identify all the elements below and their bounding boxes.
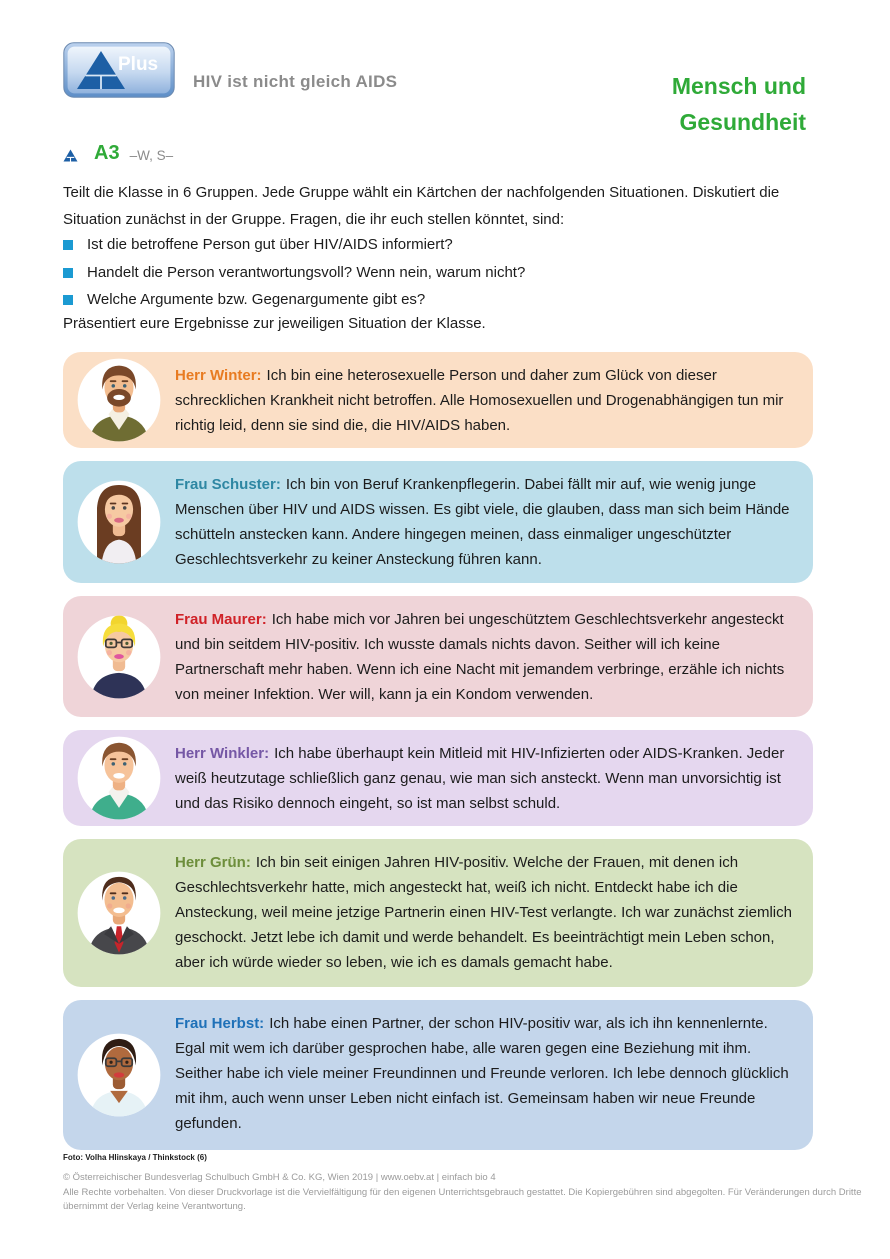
situation-card-frau-maurer: [63, 596, 813, 717]
speaker-statement: Ich bin von Beruf Krankenpflegerin. Dabei fällt mir auf, wie wenig junge Menschen über HIV und AIDS wissen. Es gibt viele, die glauben, dass man sich beim Hände schütteln anstecken kann. Andere hingegen meinen, dass einmaliger ungeschützter Geschlechtsverkehr zu keiner Ansteckung führen kann.: [175, 476, 790, 568]
speaker-name: Frau Herbst:: [175, 1015, 265, 1032]
speaker-name: Herr Winkler:: [175, 745, 270, 762]
situation-card-herr-winkler: [63, 730, 813, 826]
task-competence-tags: –W, S–: [129, 147, 174, 163]
speaker-name: Frau Schuster:: [175, 476, 281, 493]
task-header: [63, 142, 173, 165]
task-label: A3: [94, 142, 120, 164]
speaker-statement: Ich habe überhaupt kein Mitleid mit HIV-Infizierten oder AIDS-Kranken. Jeder weiß heutzutage schließlich ganz genau, wie man sich ansteckt. Wenn man unvorsichtig ist und das Risiko dennoch eingeht, so ist man selbst schuld.: [175, 745, 785, 812]
question-item: [63, 261, 803, 289]
chapter-title: [486, 68, 806, 140]
copyright-line2: Alle Rechte vorbehalten. Von dieser Druckvorlage ist die Vervielfältigung für den eigenen Unterrichtsgebrauch gestattet. Die Kopiergebühren sind abgegolten. Für Veränderungen durch Dritte übernimmt der Verlag keine Verantwortung.: [63, 1186, 862, 1212]
question-item: [63, 288, 803, 316]
situation-cards: [63, 352, 813, 1150]
speaker-statement: Ich habe mich vor Jahren bei ungeschütztem Geschlechtsverkehr angesteckt und bin seitdem HIV-positiv. Ich wusste damals nichts davon. Seither will ich keine Partnerschaft mehr haben. Wenn ich eine Nacht mit jemandem verbringe, erzähle ich nichts von meiner Infektion. Wer will, kann ja ein Kondom verwenden.: [175, 611, 785, 703]
question-text: Ist die betroffene Person gut über HIV/AIDS informiert?: [87, 236, 453, 253]
question-item: [63, 233, 803, 261]
speaker-name: Herr Winter:: [175, 367, 262, 384]
photo-credit: Foto: Volha Hlinskaya / Thinkstock (6): [63, 1153, 207, 1162]
question-list: [63, 233, 803, 316]
situation-card-frau-herbst: [63, 1000, 813, 1150]
speaker-statement: Ich bin eine heterosexuelle Person und daher zum Glück von dieser schrecklichen Krankheit nicht betroffen. Alle Homosexuellen und Drogenabhängigen tun mir richtig leid, denn sie sind die, die HIV/AIDS haben.: [175, 367, 784, 434]
logo-plus-text: Plus: [118, 54, 159, 75]
square-bullet-icon: [63, 268, 73, 278]
speaker-statement: Ich bin seit einigen Jahren HIV-positiv. Welche der Frauen, mit denen ich Geschlechtsverkehr hatte, mich angesteckt hat, weiß ich nicht. Entdeckt habe ich die Ansteckung, weil meine jetzige Partnerin einen HIV-Test verlangte. Ich war zunächst ziemlich geschockt. Jetzt lebe ich damit und werde behandelt. Es beeinträchtigt mein Leben schon, aber ich würde wieder so leben, wie ich es damals gemacht habe.: [175, 854, 792, 971]
triangle-bullet-icon: [63, 149, 78, 162]
task-outro: Präsentiert eure Ergebnisse zur jeweiligen Situation der Klasse.: [63, 315, 486, 332]
square-bullet-icon: [63, 240, 73, 250]
square-bullet-icon: [63, 295, 73, 305]
suit-man-avatar: [75, 869, 163, 957]
page-subtitle: HIV ist nicht gleich AIDS: [193, 72, 398, 91]
oebv-plus-logo-icon: [63, 42, 175, 98]
task-instructions: Teilt die Klasse in 6 Gruppen. Jede Gruppe wählt ein Kärtchen der nachfolgenden Situationen. Diskutiert die Situation zunächst in der Gruppe. Fragen, die ihr euch stellen könntet, sind:: [63, 184, 780, 228]
copyright-notice: [63, 1171, 873, 1215]
question-text: Handelt die Person verantwortungsvoll? Wenn nein, warum nicht?: [87, 263, 526, 281]
copyright-line1: © Österreichischer Bundesverlag Schulbuch GmbH & Co. KG, Wien 2019 | www.oebv.at | einfach bio 4: [63, 1172, 496, 1183]
speaker-name: Herr Grün:: [175, 854, 251, 871]
situation-card-herr-gruen: [63, 839, 813, 987]
chapter-title-line1: Mensch und: [671, 73, 806, 99]
bearded-man-avatar: [75, 356, 163, 444]
speaker-name: Frau Maurer:: [175, 611, 267, 628]
situation-card-herr-winter: [63, 352, 813, 448]
situation-card-frau-schuster: [63, 461, 813, 583]
woman-glasses-avatar: [75, 1031, 163, 1119]
speaker-statement: Ich habe einen Partner, der schon HIV-positiv war, als ich ihn kennenlernte. Egal mit wem ich darüber gesprochen habe, alle waren gegen eine Beziehung mit ihm. Seither habe ich viele meiner Freundinnen und Freunde verloren. Ich lebe dennoch glücklich mit ihm, auch wenn unser Leben nicht einfach ist. Gemeinsam haben wir neue Freunde gefunden.: [175, 1015, 789, 1132]
young-man-avatar: [75, 734, 163, 822]
chapter-title-line2: Gesundheit: [679, 109, 806, 135]
question-text: Welche Argumente bzw. Gegenargumente gibt es?: [87, 291, 426, 308]
blonde-woman-glasses-avatar: [75, 613, 163, 701]
long-haired-woman-avatar: [75, 478, 163, 566]
